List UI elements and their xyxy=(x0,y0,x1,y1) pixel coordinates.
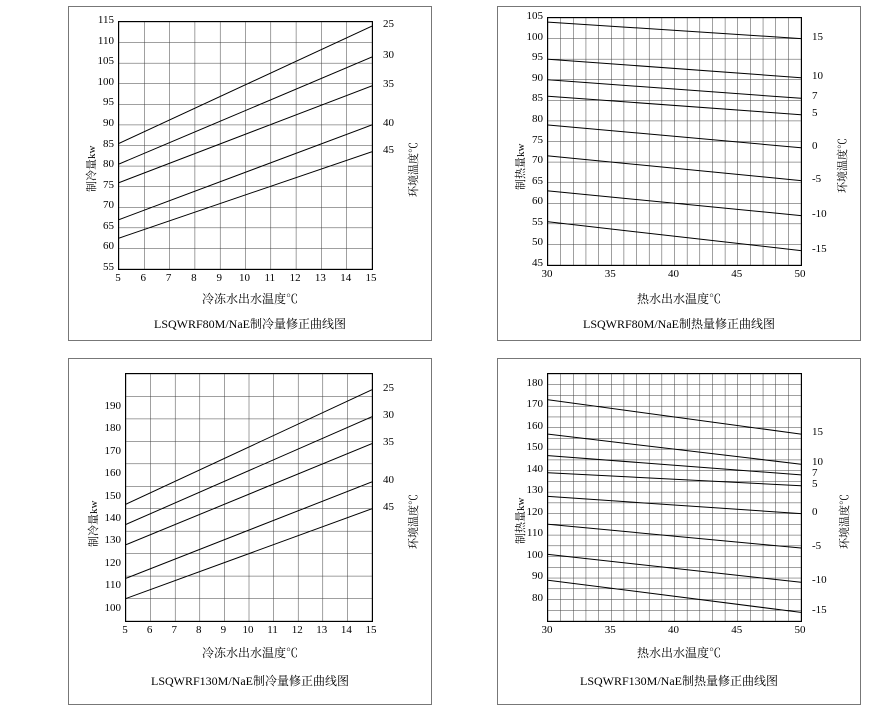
series-label-right: 25 xyxy=(383,381,394,394)
chart-caption: LSQWRF80M/NaE制冷量修正曲线图 xyxy=(153,317,346,331)
x-tick-label: 45 xyxy=(731,624,743,636)
x-tick-label: 45 xyxy=(731,268,743,280)
x-tick-label: 13 xyxy=(316,624,328,636)
plot-area-cooling-130 xyxy=(125,373,373,622)
y-tick-label: 65 xyxy=(532,174,543,187)
y-tick-label: 180 xyxy=(104,422,121,435)
x-tick-label: 6 xyxy=(146,624,153,636)
y-tick-label: 80 xyxy=(532,591,543,604)
series-label-right: -5 xyxy=(812,172,822,185)
series-label-right: 15 xyxy=(812,426,823,439)
plot-svg xyxy=(548,374,801,621)
series-label-right: 7 xyxy=(812,90,818,103)
series-label-right: -10 xyxy=(812,574,827,587)
y-tick-label: 90 xyxy=(532,71,543,84)
y-axis-title-left: 制热量kw xyxy=(515,143,527,190)
series-label-right: 40 xyxy=(383,116,394,129)
y-tick-label: 130 xyxy=(526,484,543,497)
y-axis-title-right: 环境温度℃ xyxy=(408,142,420,197)
y-tick-label: 80 xyxy=(103,158,114,171)
y-tick-label: 100 xyxy=(526,548,543,561)
y-tick-label: 160 xyxy=(104,467,121,480)
y-axis-title-right: 环境温度℃ xyxy=(408,494,420,549)
y-axis-title-right: 环境温度℃ xyxy=(837,138,849,193)
x-tick-label: 6 xyxy=(140,272,147,284)
chart-caption: LSQWRF130M/NaE制冷量修正曲线图 xyxy=(150,674,349,688)
x-tick-label: 50 xyxy=(794,268,806,280)
y-tick-label: 170 xyxy=(104,444,121,457)
y-tick-label: 160 xyxy=(526,419,543,432)
chart-panel-heating-130 xyxy=(437,352,875,716)
y-tick-label: 80 xyxy=(532,112,543,125)
y-axis-title-left: 制冷量kw xyxy=(88,500,100,547)
y-tick-label: 65 xyxy=(103,219,114,232)
x-tick-label: 7 xyxy=(165,272,172,284)
y-tick-label: 130 xyxy=(104,534,121,547)
y-tick-label: 85 xyxy=(103,137,114,150)
x-tick-label: 10 xyxy=(239,272,250,284)
y-tick-label: 100 xyxy=(97,75,114,88)
plot-svg xyxy=(119,22,372,269)
y-tick-label: 105 xyxy=(97,55,114,68)
series-label-right: 5 xyxy=(812,477,818,490)
y-tick-label: 100 xyxy=(526,30,543,43)
x-axis-title: 冷冻水出水温度℃ xyxy=(201,292,298,306)
x-tick-label: 12 xyxy=(289,272,301,284)
panel-border xyxy=(497,6,861,341)
y-tick-label: 110 xyxy=(97,34,114,47)
x-tick-label: 9 xyxy=(216,272,222,284)
x-axis-title: 冷冻水出水温度℃ xyxy=(201,646,298,660)
y-axis-title-left: 制热量kw xyxy=(515,497,527,544)
y-tick-label: 110 xyxy=(104,579,121,592)
panel-border xyxy=(68,6,432,341)
series-label-right: 10 xyxy=(812,456,823,469)
series-label-right: -15 xyxy=(812,604,827,617)
y-tick-label: 90 xyxy=(103,116,114,129)
x-tick-label: 12 xyxy=(291,624,303,636)
y-tick-label: 55 xyxy=(103,261,114,273)
y-axis-title-right: 环境温度℃ xyxy=(839,494,851,549)
y-tick-label: 75 xyxy=(103,178,114,191)
x-axis-title: 热水出水温度℃ xyxy=(636,646,721,660)
series-label-right: 25 xyxy=(383,18,394,31)
series-label-right: 7 xyxy=(812,466,818,479)
x-axis-title: 热水出水温度℃ xyxy=(636,292,721,306)
plot-area-cooling-80 xyxy=(118,21,373,270)
y-tick-label: 55 xyxy=(532,215,543,228)
y-tick-label: 60 xyxy=(103,240,114,253)
chart-panel-heating-80 xyxy=(437,0,875,352)
x-tick-label: 35 xyxy=(604,624,616,636)
x-tick-label: 10 xyxy=(242,624,254,636)
x-tick-label: 7 xyxy=(171,624,177,636)
panel-border xyxy=(497,358,861,705)
x-tick-label: 13 xyxy=(314,272,326,284)
y-axis-title-left: 制冷量kw xyxy=(86,145,98,192)
series-label-right: 30 xyxy=(383,408,394,421)
x-tick-label: 5 xyxy=(122,624,128,636)
chart-panel-cooling-130 xyxy=(0,352,437,716)
y-tick-label: 75 xyxy=(532,133,543,146)
y-tick-label: 95 xyxy=(103,96,114,109)
series-label-right: -15 xyxy=(812,242,827,255)
series-label-right: 45 xyxy=(383,143,394,156)
y-tick-label: 180 xyxy=(526,376,543,389)
chart-caption: LSQWRF80M/NaE制热量修正曲线图 xyxy=(582,317,775,331)
y-tick-label: 100 xyxy=(104,601,121,614)
series-label-right: 40 xyxy=(383,473,394,486)
x-tick-label: 8 xyxy=(196,624,202,636)
series-label-right: 10 xyxy=(812,69,823,82)
plot-svg xyxy=(548,18,801,265)
x-tick-label: 15 xyxy=(365,272,377,284)
series-label-right: 0 xyxy=(812,505,818,518)
series-label-right: -5 xyxy=(812,539,822,552)
x-tick-label: 35 xyxy=(604,268,616,280)
series-label-right: 45 xyxy=(383,500,394,513)
x-tick-label: 50 xyxy=(794,624,806,636)
y-tick-label: 170 xyxy=(526,398,543,411)
y-tick-label: 95 xyxy=(532,51,543,64)
x-tick-label: 14 xyxy=(340,624,352,636)
y-tick-label: 120 xyxy=(526,505,543,518)
series-label-right: -10 xyxy=(812,207,827,220)
plot-svg xyxy=(126,374,372,621)
y-tick-label: 60 xyxy=(532,195,543,208)
x-tick-label: 11 xyxy=(267,624,278,636)
y-tick-label: 150 xyxy=(526,441,543,454)
y-tick-label: 120 xyxy=(104,556,121,569)
x-tick-label: 30 xyxy=(541,268,553,280)
y-tick-label: 190 xyxy=(104,399,121,412)
chart-panel-cooling-80 xyxy=(0,0,437,352)
x-tick-label: 9 xyxy=(220,624,227,636)
y-tick-label: 90 xyxy=(532,570,543,583)
plot-area-heating-130 xyxy=(547,373,802,622)
x-tick-label: 15 xyxy=(365,624,377,636)
x-tick-label: 8 xyxy=(191,272,197,284)
y-tick-label: 50 xyxy=(532,236,543,249)
y-tick-label: 105 xyxy=(526,10,543,22)
y-tick-label: 140 xyxy=(104,511,121,524)
x-tick-label: 11 xyxy=(264,272,276,284)
series-label-right: 30 xyxy=(383,48,394,61)
series-label-right: 15 xyxy=(812,30,823,43)
x-tick-label: 5 xyxy=(115,272,121,284)
y-tick-label: 70 xyxy=(103,199,114,212)
y-tick-label: 85 xyxy=(532,92,543,105)
series-label-right: 0 xyxy=(812,139,818,152)
chart-caption: LSQWRF130M/NaE制热量修正曲线图 xyxy=(579,674,778,688)
series-label-right: 35 xyxy=(383,435,394,448)
x-tick-label: 40 xyxy=(668,268,679,280)
x-tick-label: 14 xyxy=(340,272,352,284)
series-label-right: 35 xyxy=(383,77,394,90)
y-tick-label: 45 xyxy=(532,257,543,269)
y-tick-label: 70 xyxy=(532,154,543,167)
y-tick-label: 150 xyxy=(104,489,121,502)
x-tick-label: 30 xyxy=(541,624,553,636)
x-tick-label: 40 xyxy=(668,624,679,636)
y-tick-label: 110 xyxy=(526,527,543,540)
series-label-right: 5 xyxy=(812,106,818,119)
y-tick-label: 140 xyxy=(526,462,543,475)
plot-area-heating-80 xyxy=(547,17,802,266)
panel-border xyxy=(68,358,432,705)
y-tick-label: 115 xyxy=(97,14,114,26)
